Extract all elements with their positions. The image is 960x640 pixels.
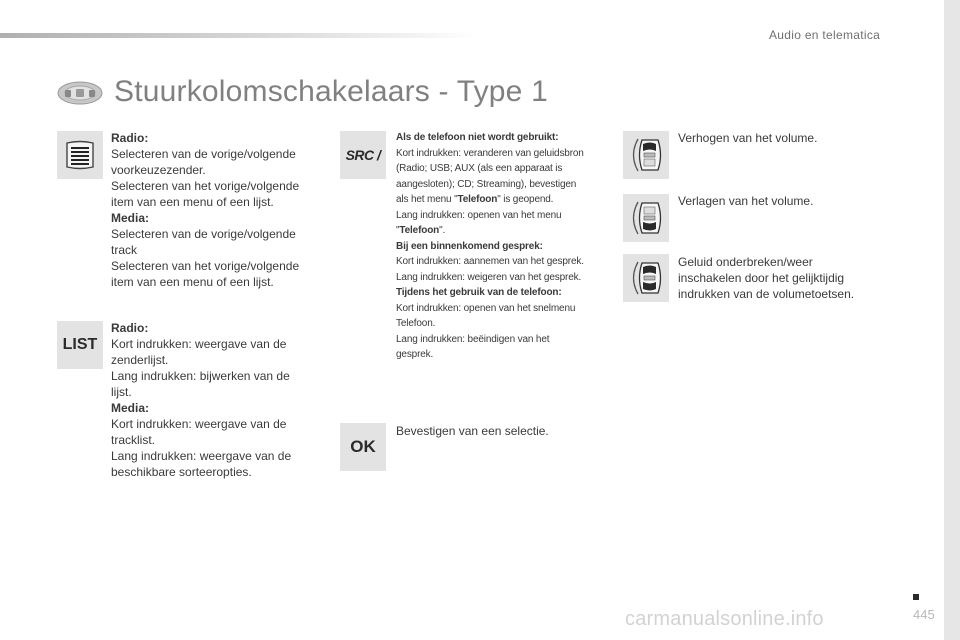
text-fragment: " — [396, 225, 400, 236]
thumbwheel-icon — [63, 140, 97, 170]
volume-up-button — [623, 131, 669, 179]
steering-wheel-icon — [56, 80, 104, 106]
volume-down-description — [678, 193, 908, 209]
watermark: carmanualsonline.info — [625, 608, 824, 630]
list-button-label: LIST — [62, 336, 98, 353]
text-line: Als de telefoon niet wordt gebruikt: — [396, 132, 559, 143]
text-line: Radio: — [111, 321, 149, 335]
text-line: Radio: — [111, 131, 149, 145]
mute-button — [623, 254, 669, 302]
scroll-wheel-description — [111, 130, 321, 290]
text-line: Kort indrukken: veranderen van geluidsbron — [396, 147, 584, 159]
text-fragment: Telefoon — [399, 225, 440, 236]
text-line: (Radio; USB; AUX (als een apparaat is — [396, 163, 563, 174]
text-line: inschakelen door het gelijktijdig — [678, 271, 845, 285]
src-button-description — [396, 130, 611, 363]
text-line: zenderlijst. — [111, 353, 169, 367]
text-line: voorkeuzezender. — [111, 163, 206, 177]
page-number: 445 — [913, 607, 935, 622]
text-line: Kort indrukken: weergave van de — [111, 417, 287, 431]
text-line: indrukken van de volumetoetsen. — [678, 287, 855, 301]
text-fragment: " is geopend. — [497, 194, 554, 205]
text-line: Kort indrukken: openen van het snelmenu — [396, 302, 576, 314]
text-fragment: als het menu " — [396, 194, 458, 205]
text-fragment: Telefoon — [457, 194, 498, 205]
page-edge-strip — [944, 0, 960, 640]
text-line: Lang indrukken: beëindigen van het — [396, 333, 550, 345]
text-line: Lang indrukken: weigeren van het gesprek. — [396, 271, 582, 283]
text-line: Verhogen van het volume. — [678, 131, 818, 145]
header-bar — [0, 33, 480, 38]
text-line: track — [111, 243, 138, 257]
text-line: Kort indrukken: weergave van de — [111, 337, 287, 351]
text-line: Lang indrukken: bijwerken van de — [111, 369, 290, 383]
text-line: Tijdens het gebruik van de telefoon: — [396, 287, 562, 298]
text-line: Lang indrukken: weergave van de — [111, 449, 292, 463]
volume-down-button — [623, 194, 669, 242]
steering-wheel-control-icon — [626, 135, 666, 175]
text-line: Bevestigen van een selectie. — [396, 424, 549, 438]
text-line — [396, 223, 611, 239]
list-button-description — [111, 320, 321, 480]
text-line — [396, 192, 611, 208]
text-line: aangesloten); CD; Streaming), bevestigen — [396, 178, 577, 190]
text-line: Selecteren van het vorige/volgende — [111, 259, 300, 273]
mute-description — [678, 254, 908, 302]
text-line: Verlagen van het volume. — [678, 194, 814, 208]
text-line: Selecteren van het vorige/volgende — [111, 179, 300, 193]
page-title: Stuurkolomschakelaars - Type 1 — [114, 75, 548, 108]
src-button-label: SRC / — [345, 147, 381, 163]
text-line: Media: — [111, 401, 150, 415]
text-line: beschikbare sorteeropties. — [111, 465, 252, 479]
ok-button-label: OK — [350, 437, 376, 456]
ok-button — [340, 423, 386, 471]
volume-up-description — [678, 130, 908, 146]
page-marker — [913, 594, 919, 600]
text-line: Lang indrukken: openen van het menu — [396, 209, 562, 221]
text-line: Media: — [111, 211, 150, 225]
text-line: gesprek. — [396, 349, 434, 360]
ok-button-description — [396, 423, 616, 439]
text-line: Telefoon. — [396, 318, 436, 329]
text-line: item van een menu of een lijst. — [111, 195, 274, 209]
steering-wheel-control-icon — [626, 258, 666, 298]
src-button — [340, 131, 386, 179]
text-fragment: ". — [439, 225, 446, 236]
text-line: item van een menu of een lijst. — [111, 275, 274, 289]
text-line: Geluid onderbreken/weer — [678, 255, 813, 269]
list-button — [57, 321, 103, 369]
section-header: Audio en telematica — [769, 28, 881, 42]
text-line: lijst. — [111, 385, 132, 399]
scroll-wheel-button — [57, 131, 103, 179]
steering-wheel-control-icon — [626, 198, 666, 238]
text-line: Kort indrukken: aannemen van het gesprek. — [396, 256, 584, 267]
text-line: Bij een binnenkomend gesprek: — [396, 240, 543, 252]
text-line: Selecteren van de vorige/volgende — [111, 227, 296, 241]
text-line: Selecteren van de vorige/volgende — [111, 147, 296, 161]
text-line: tracklist. — [111, 433, 156, 447]
